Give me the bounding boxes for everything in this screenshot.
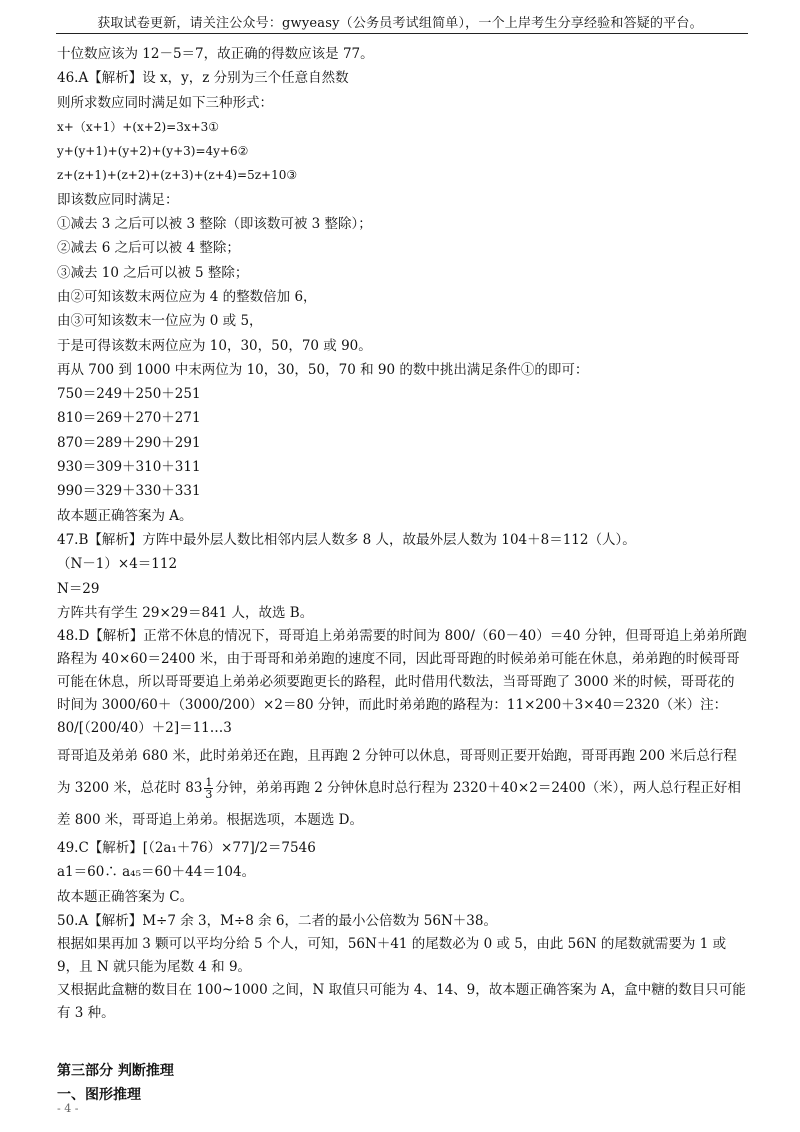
question-50-paragraph: 根据如果再加 3 颗可以平均分给 5 个人，可知，56N＋41 的尾数必为 0 或 5，由此 56N 的尾数就需要为 1 或 9，且 N 就只能为尾数 4 和 9。 (57, 936, 727, 976)
subsection-title: 一、图形推理 (57, 1087, 141, 1104)
text-line: 即该数应同时满足： (57, 191, 179, 208)
equation-line: 990＝329＋330＋331 (57, 483, 201, 500)
text-line: ①减去 3 之后可以被 3 整除（即该数可被 3 整除）； (57, 216, 372, 233)
question-48-paragraph: 48.D【解析】正常不休息的情况下，哥哥追上弟弟需要的时间为 800/（60－40）＝40 分钟，但哥哥追上弟弟所跑路程为 40×60＝2400 米，由于哥哥和弟弟跑的速度不同，因此哥哥跑的时候弟弟可能在休息，弟弟跑的时候哥哥可能在休息，所以哥哥要追上弟弟必须要跑更长的路程，此时借用代数法，当哥哥跑了 3000 米的时候，哥哥花的时间为 3000/60＋（3000/200）×2＝80 分钟，而此时弟弟跑的路程为：11×200＋3×40＝2320（米）注：80/[（200/40）＋2]＝11…3 (57, 628, 747, 737)
text-line: 再从 700 到 1000 中末两位为 10，30，50，70 和 90 的数中挑出满足条件①的即可： (57, 361, 589, 378)
text-line: 十位数应该为 12－5＝7，故正确的得数应该是 77。 (57, 46, 374, 62)
question-47-heading: 47.B【解析】方阵中最外层人数比相邻内层人数多 8 人，故最外层人数为 104＋8＝112（人）。 (57, 531, 636, 548)
text-line: 由②可知该数末两位应为 4 的整数倍加 6， (57, 288, 317, 305)
question-49-heading: 49.C【解析】[（2a₁＋76）×77]/2＝7546 (57, 840, 316, 857)
equation-line: 810＝269＋270＋271 (57, 410, 201, 427)
equation-line: 930＝309＋310＋311 (57, 459, 201, 476)
question-46-heading: 46.A【解析】设 x，y，z 分别为三个任意自然数 (57, 70, 349, 87)
equation-line: 870＝289＋290＋291 (57, 434, 201, 451)
text-span: 分钟，弟弟再跑 2 分钟休息时总行程为 2320＋40×2＝2400（米），两人总行程正好相差 800 米，哥哥追上弟弟。根据选项，本题选 D。 (57, 780, 741, 829)
equation-line: y+(y+1)+(y+2)+(y+3)=4y+6② (57, 144, 249, 159)
text-line: 方阵共有学生 29×29＝841 人，故选 B。 (57, 604, 314, 621)
text-line: ②减去 6 之后可以被 4 整除； (57, 240, 240, 257)
text-line: 由③可知该数末一位应为 0 或 5， (57, 313, 263, 330)
question-50-heading: 50.A【解析】M÷7 余 3，M÷8 余 6，二者的最小公倍数为 56N＋38。 (57, 913, 497, 930)
text-line: ③减去 10 之后可以被 5 整除； (57, 264, 249, 281)
page-header: 获取试卷更新，请关注公众号：gwyeasy（公务员考试组简单），一个上岸考生分享经验和答疑的平台。 (97, 16, 703, 31)
text-line: 故本题正确答案为 A。 (57, 507, 193, 524)
spacer (57, 1025, 747, 1059)
equation-line: a1＝60∴ a₄₅＝60＋44＝104。 (57, 864, 256, 881)
fraction-numerator: 1 (205, 776, 213, 790)
text-line: 则所求数应同时满足如下三种形式： (57, 94, 273, 111)
text-span: 哥哥追及弟弟 680 米，此时弟弟还在跑，且再跑 2 分钟可以休息，哥哥则正要开始跑，哥哥再跑 200 米后总行程为 3200 米，总花时 83 (57, 748, 737, 797)
question-48-continuation (57, 740, 747, 836)
header-divider (56, 33, 748, 34)
equation-line: N＝29 (57, 580, 100, 597)
equation-line: x+（x+1）+(x+2)=3x+3① (57, 119, 220, 134)
page-number: - 4 - (57, 1102, 79, 1115)
equation-line: 750＝249＋250＋251 (57, 386, 201, 403)
fraction (204, 777, 213, 800)
section-title: 第三部分 判断推理 (57, 1063, 174, 1080)
text-line: 故本题正确答案为 C。 (57, 888, 194, 905)
text-line: 于是可得该数末两位应为 10，30，50，70 或 90。 (57, 337, 372, 354)
equation-line: （N－1）×4＝112 (57, 556, 178, 573)
equation-line: z+(z+1)+(z+2)+(z+3)+(z+4)=5z+10③ (57, 168, 298, 183)
fraction-denominator: 3 (205, 788, 213, 802)
question-50-paragraph: 又根据此盒糖的数目在 100~1000 之间，N 取值只可能为 4、14、9，故本题正确答案为 A，盒中糖的数目只可能有 3 种。 (57, 982, 746, 1022)
page-content (57, 42, 747, 1107)
